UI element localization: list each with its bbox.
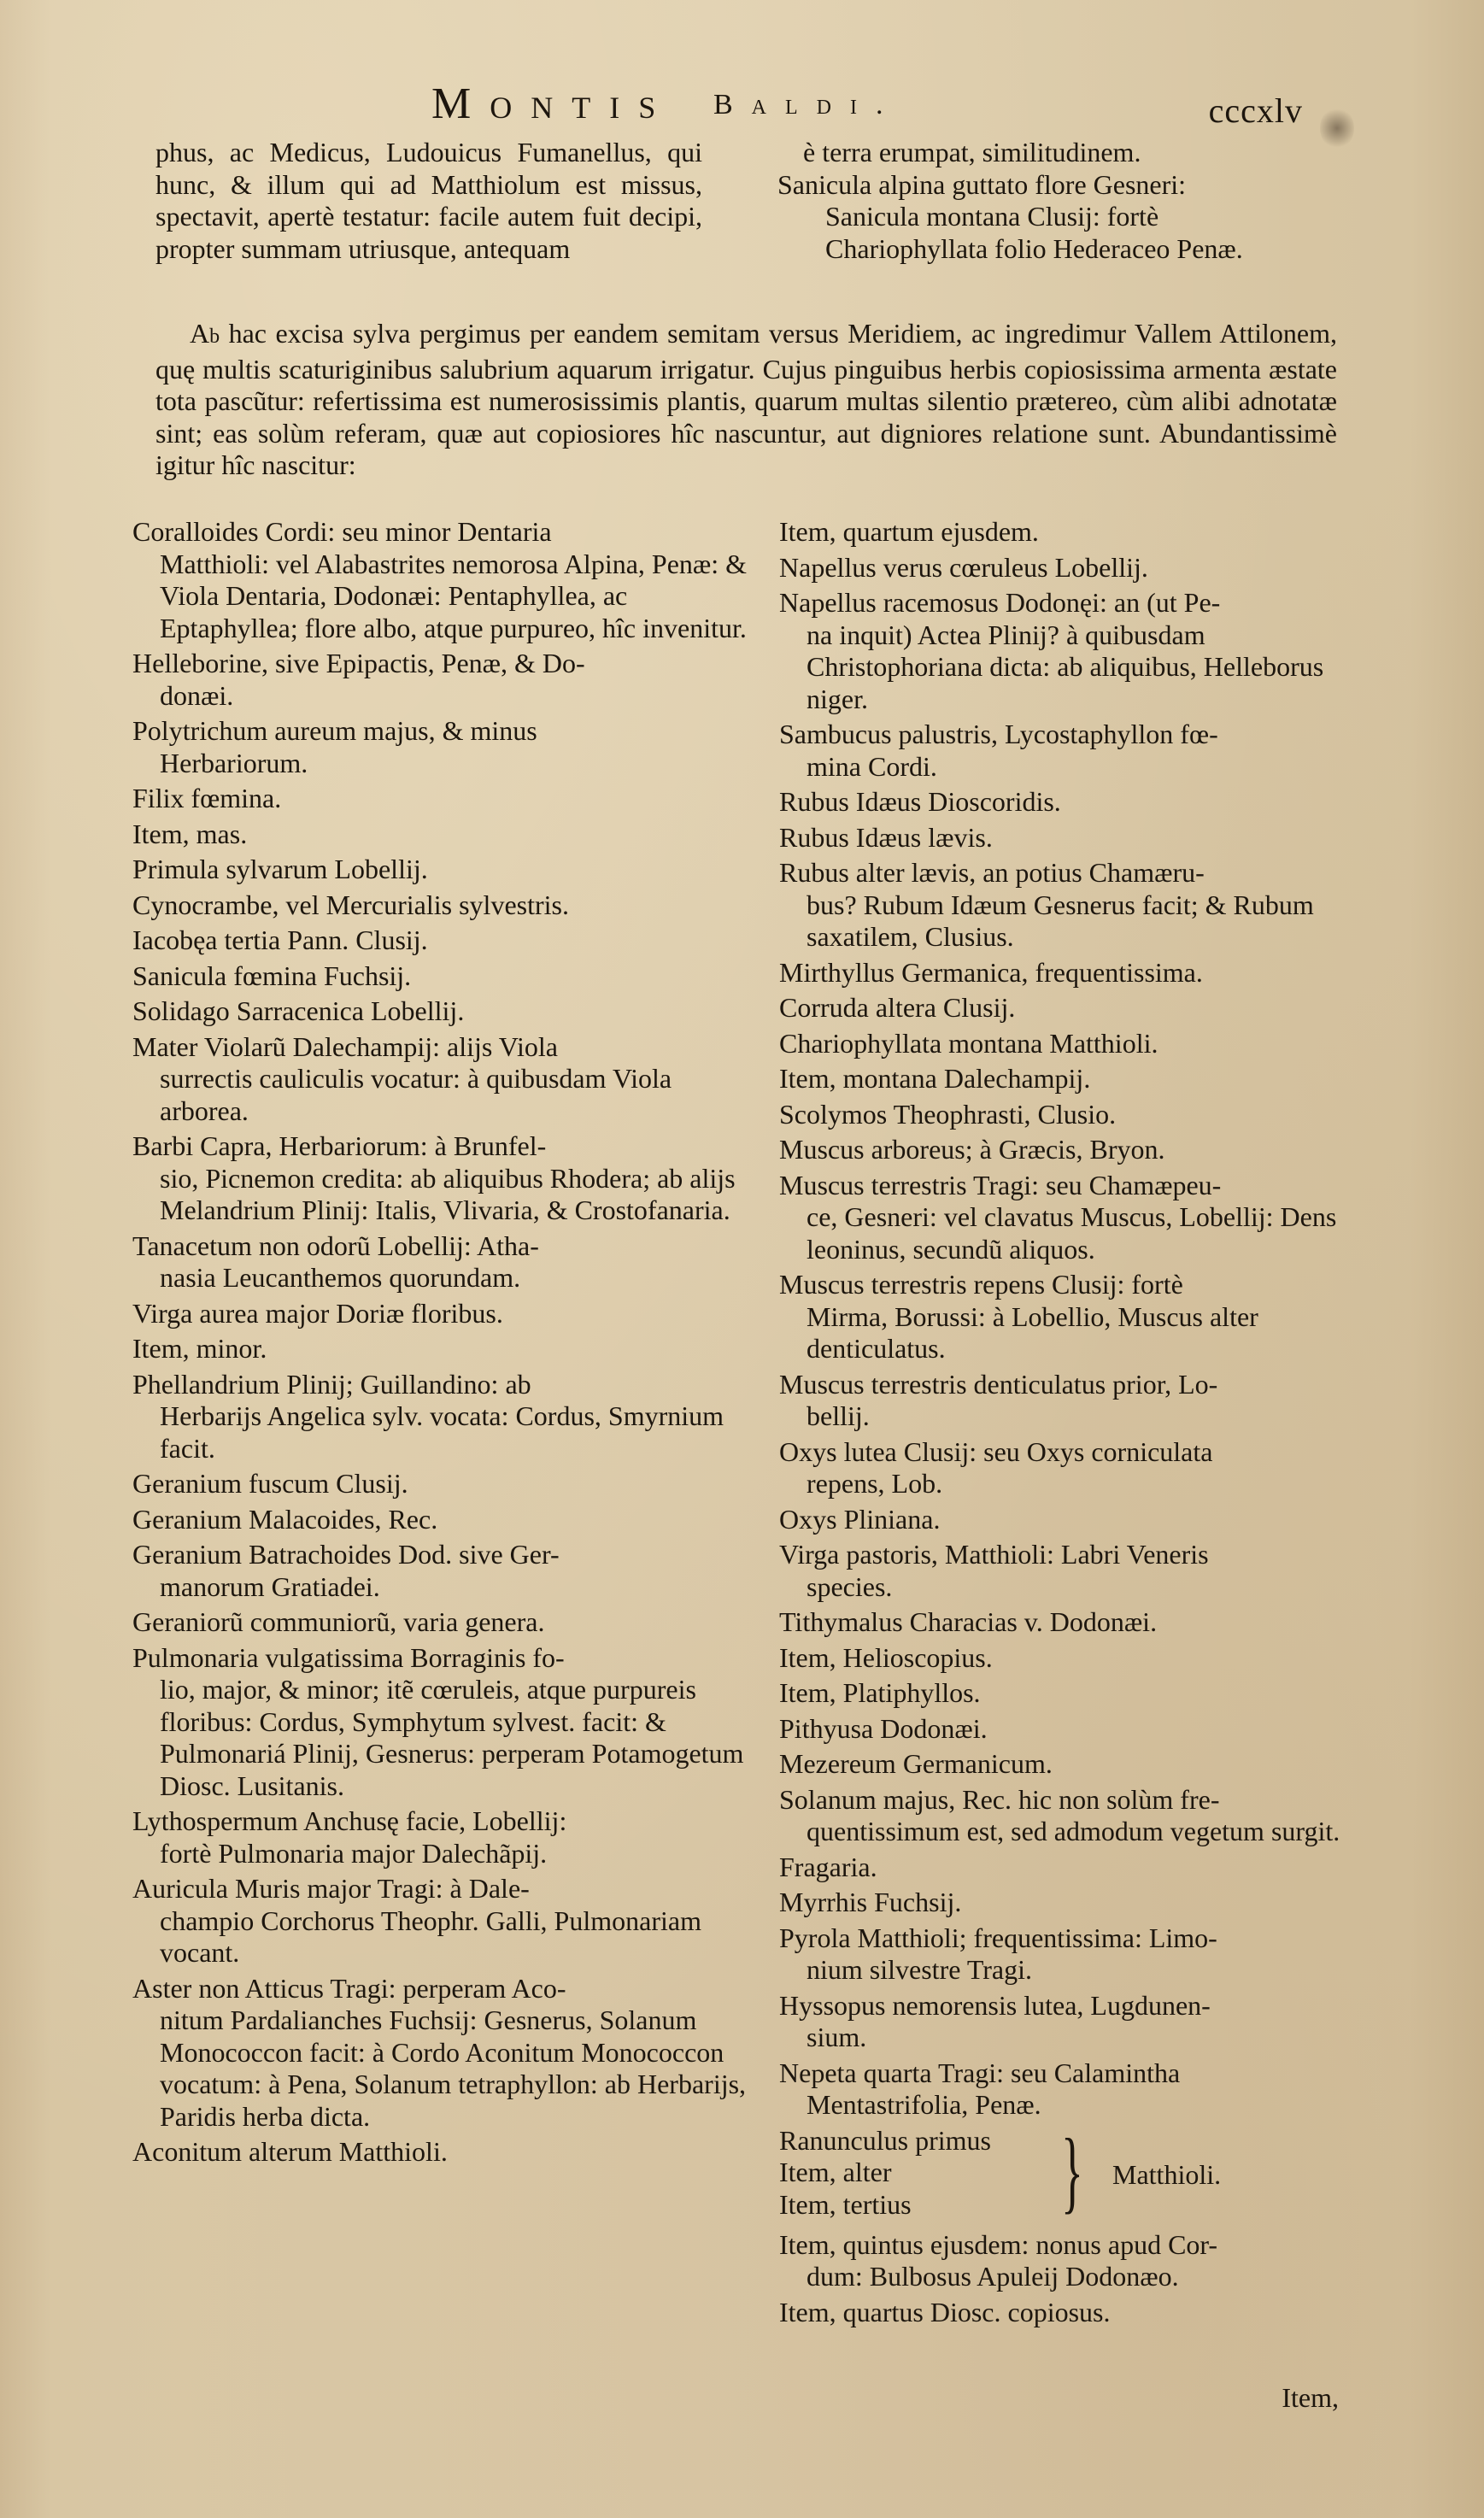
list-entry: [132, 1369, 748, 1465]
entry-continuation: bellij.: [807, 1400, 870, 1431]
list-entry: [779, 1852, 1343, 1884]
paragraph-first-line: hac excisa sylva pergimus per eandem semitam versus Meridiem, ac ingredimur: [220, 318, 1127, 349]
entry-head: Virga aurea major Doriæ floribus.: [132, 1297, 503, 1329]
plant-list-right-tail: [779, 2229, 1343, 2329]
list-entry: [132, 1230, 748, 1294]
list-entry: [779, 1642, 1343, 1675]
entry-head: Item, montana Dalechampij.: [779, 1063, 1091, 1094]
entry-head: Napellus racemosus Dodonęi: an (ut Pe-: [779, 587, 1221, 618]
list-entry: [132, 924, 748, 957]
entry-head: Solidago Sarracenica Lobellij.: [132, 995, 465, 1026]
list-entry: [132, 1606, 748, 1639]
entry-head: Pithyusa Dodonæi.: [779, 1712, 988, 1744]
entry-head: Pyrola Matthioli; frequentissima: Limo-: [779, 1922, 1217, 1953]
entry-head: Geraniorũ communiorũ, varia genera.: [132, 1606, 545, 1637]
list-entry: [132, 854, 748, 886]
list-entry: [132, 715, 748, 779]
list-entry: [132, 1298, 748, 1330]
entry-head: Mirthyllus Germanica, frequentissima.: [779, 956, 1203, 988]
list-entry: [779, 1134, 1343, 1166]
list-entry: [132, 1031, 748, 1128]
list-entry: [779, 1063, 1343, 1095]
running-title-baldi: Baldi.: [713, 89, 902, 120]
entry-head: Sanicula fœmina Fuchsij.: [132, 960, 412, 991]
entry-head: Corruda altera Clusij.: [779, 992, 1016, 1023]
brace-item: Item, tertius: [779, 2188, 912, 2220]
entry-head: Cynocrambe, vel Mercurialis sylvestris.: [132, 889, 569, 920]
list-entry: [779, 1677, 1343, 1710]
plant-list-right-main: [779, 516, 1343, 2122]
entry-head: Chariophyllata montana Matthioli.: [779, 1027, 1158, 1059]
entry-head: Primula sylvarum Lobellij.: [132, 854, 428, 884]
entry-head: Geranium fuscum Clusij.: [132, 1468, 408, 1499]
entry-continuation: ce, Gesneri: vel clavatus Muscus, Lobellij: Dens leoninus, secundũ aliquos.: [807, 1201, 1337, 1265]
paragraph-small-cap: b: [209, 326, 220, 348]
entry-continuation: nitum Pardalianches Fuchsij: Gesnerus, Solanum Monococcon facit: à Cordo Aconitum Monococcon vocatum: à Pena, Solanum tetraphyllon: ab Herbarijs, Paridis herba dicta.: [160, 2004, 747, 2132]
list-entry: [779, 1028, 1343, 1060]
entry-head: Oxys lutea Clusij: seu Oxys corniculata: [779, 1435, 1213, 1467]
entry-head: Oxys Pliniana.: [779, 1503, 941, 1535]
entry-head: Item, Platiphyllos.: [779, 1677, 981, 1708]
body-paragraph: [155, 318, 1337, 482]
entry-continuation: bus? Rubum Idæum Gesnerus facit; & Rubum saxatilem, Clusius.: [807, 889, 1314, 952]
entry-head: Geranium Malacoides, Rec.: [132, 1503, 438, 1535]
entry-head: Sanicula alpina guttato flore Gesneri:: [777, 168, 1187, 200]
entry-head: Aconitum alterum Matthioli.: [132, 2136, 448, 2167]
entry-head: Barbi Capra, Herbariorum: à Brunfel-: [132, 1130, 547, 1161]
list-entry: [779, 1539, 1343, 1603]
catchword: Item,: [1282, 2382, 1339, 2413]
list-entry: [779, 1922, 1343, 1987]
entry-head: Muscus terrestris Tragi: seu Chamæpeu-: [779, 1169, 1222, 1200]
entry-continuation: sium.: [807, 2022, 867, 2052]
list-entry: [132, 648, 748, 712]
list-entry: [779, 2229, 1343, 2293]
list-entry: [779, 957, 1343, 989]
entry-head: Nepeta quarta Tragi: seu Calamintha: [779, 2057, 1181, 2088]
entry-continuation: Mentastrifolia, Penæ.: [807, 2089, 1041, 2120]
list-entry: [132, 516, 748, 644]
entry-continuation: Matthioli: vel Alabastrites nemorosa Alpina, Penæ: & Viola Dentaria, Dodonæi: Pentaphyllea, ac Eptaphyllea; flore albo, atque purpureo, hîc invenitur.: [160, 548, 748, 643]
entry-continuation: donæi.: [160, 679, 234, 711]
entry-head: Napellus verus cœruleus Lobellij.: [779, 551, 1148, 583]
plant-list-right: [779, 516, 1343, 2332]
list-entry: [132, 1539, 748, 1603]
folio-number: cccxlv: [1208, 91, 1303, 130]
list-entry: [779, 1748, 1343, 1781]
list-entry: [779, 1504, 1343, 1536]
list-entry: [779, 552, 1343, 584]
list-entry: [132, 1468, 748, 1500]
entry-continuation: species.: [807, 1570, 893, 1602]
list-entry: [132, 819, 748, 851]
brace-item: Item, alter: [779, 2157, 892, 2187]
entry-continuation: manorum Gratiadei.: [160, 1570, 380, 1602]
list-entry: [132, 1333, 748, 1365]
entry-head: Tanacetum non odorũ Lobellij: Atha-: [132, 1230, 539, 1261]
entry-head: Polytrichum aureum majus, & minus: [132, 715, 537, 746]
entry-continuation: lio, major, & minor; itẽ cœruleis, atque purpureis floribus: Cordus, Symphytum sylvest. facit: & Pulmonariá Plinij, Gesnerus: perperam Potamogetum Diosc. Lusitanis.: [160, 1674, 744, 1801]
brace-items: [779, 2125, 991, 2222]
entry-head: Rubus alter lævis, an potius Chamæru-: [779, 857, 1205, 888]
list-entry: [779, 1369, 1343, 1433]
plant-list-left: [132, 516, 748, 2172]
top-left-continuation: [155, 137, 702, 265]
top-right-continuation: [777, 137, 1324, 265]
entry-head: Geranium Batrachoides Dod. sive Ger-: [132, 1539, 560, 1570]
entry-continuation: mina Cordi.: [807, 750, 937, 782]
entry-continuation: nium silvestre Tragi.: [807, 1954, 1033, 1985]
entry-head: Aster non Atticus Tragi: perperam Aco-: [132, 1972, 566, 2004]
entry-head: Solanum majus, Rec. hic non solùm fre-: [779, 1783, 1220, 1815]
list-entry: [779, 1099, 1343, 1131]
entry-head: Scolymos Theophrasti, Clusio.: [779, 1098, 1117, 1130]
list-entry: [132, 1805, 748, 1869]
entry-head: Lythospermum Anchusę facie, Lobellij:: [132, 1805, 567, 1836]
list-entry: [779, 1713, 1343, 1746]
list-entry: [132, 1504, 748, 1536]
entry-head: Item, quartum ejusdem.: [779, 516, 1039, 547]
list-entry: [779, 786, 1343, 819]
list-entry: [779, 2057, 1343, 2122]
ranunculus-brace-group: [779, 2120, 1343, 2229]
list-entry: [132, 995, 748, 1028]
entry-head: Rubus Idæus lævis.: [779, 821, 993, 853]
entry-continuation: repens, Lob.: [807, 1468, 943, 1499]
entry-head: Myrrhis Fuchsij.: [779, 1887, 962, 1917]
list-entry: [132, 960, 748, 993]
list-entry: [132, 1973, 748, 2134]
list-entry: [132, 2136, 748, 2169]
entry-continuation: champio Corchorus Theophr. Galli, Pulmonariam vocant.: [160, 1905, 701, 1968]
entry-continuation: quentissimum est, sed admodum vegetum surgit.: [807, 1816, 1340, 1846]
list-entry: [779, 1887, 1343, 1919]
paragraph-text: Vallem Attilonem, quę multis scaturiginibus salubrium aquarum irrigatur. Cujus pinguibus herbis copiosissima armenta æstate tota pascũtur: refertissima est numerosissimis plantis, quarum multas silentio prætereo, cùm alibi adnotatæ sint; eas solùm referam, quæ aut copiosiores hîc nascuntur, aut digniores relatione sunt. Abundantissimè igitur hîc nascitur:: [155, 318, 1338, 480]
entry-head: Filix fœmina.: [132, 783, 282, 813]
list-entry: [132, 1130, 748, 1227]
entry-head: Auricula Muris major Tragi: à Dale-: [132, 1873, 530, 1904]
list-entry: [779, 857, 1343, 954]
entry-continuation: sio, Picnemon credita: ab aliquibus Rhodera; ab alijs Melandrium Plinij: Italis, Vlivaria, & Crostofanaria.: [160, 1162, 736, 1225]
entry-head: Mezereum Germanicum.: [779, 1748, 1053, 1779]
entry-head: Tithymalus Characias v. Dodonæi.: [779, 1606, 1158, 1637]
entry-head: Item, Helioscopius.: [779, 1641, 993, 1673]
entry-continuation: na inquit) Actea Plinij? à quibusdam Christophoriana dicta: ab aliquibus, Helleborus niger.: [807, 619, 1324, 714]
list-entry: [779, 587, 1343, 715]
entry-head: Muscus terrestris denticulatus prior, Lo-: [779, 1368, 1218, 1400]
entry-head: Muscus terrestris repens Clusij: fortè: [779, 1269, 1183, 1300]
entry-head: Item, minor.: [132, 1333, 267, 1364]
list-entry: [779, 822, 1343, 854]
entry-continuation: dum: Bulbosus Apuleij Dodonæo.: [807, 2261, 1179, 2292]
entry-head: Mater Violarũ Dalechampij: alijs Viola: [132, 1030, 558, 1062]
list-entry: [779, 719, 1343, 783]
entry-head: Muscus arboreus; à Græcis, Bryon.: [779, 1134, 1165, 1165]
list-entry: [779, 1784, 1343, 1848]
list-entry: [132, 1873, 748, 1969]
continuation-text: phus, ac Medicus, Ludouicus Fumanellus, qui hunc, & illum qui ad Matthiolum est missus, spectavit, apertè testatur: facile autem fuit decipi, propter summam utriusque, antequam: [155, 137, 702, 264]
entry-head: Sambucus palustris, Lycostaphyllon fœ-: [779, 719, 1218, 749]
entry-head: Item, mas.: [132, 818, 248, 849]
entry-head: Iacobęa tertia Pann. Clusij.: [132, 924, 428, 955]
continuation-line: è terra erumpat, similitudinem.: [803, 137, 1141, 167]
list-entry: [779, 1606, 1343, 1639]
list-entry: [132, 783, 748, 815]
entry-head: Coralloides Cordi: seu minor Dentaria: [132, 516, 552, 547]
entry-continuation: Herbariorum.: [160, 747, 308, 778]
entry-head: Phellandrium Plinij; Guillandino: ab: [132, 1368, 531, 1400]
brace-item: Ranunculus primus: [779, 2124, 991, 2156]
entry-head: Rubus Idæus Dioscoridis.: [779, 786, 1061, 817]
running-title-montis: Montis: [431, 79, 675, 128]
list-entry: [779, 1436, 1343, 1500]
entry-head: Virga pastoris, Matthioli: Labri Veneris: [779, 1539, 1209, 1570]
entry-head: Pulmonaria vulgatissima Borraginis fo-: [132, 1641, 565, 1673]
entry-head: Helleborine, sive Epipactis, Penæ, & Do-: [132, 648, 585, 678]
entry-head: Item, quintus ejusdem: nonus apud Cor-: [779, 2228, 1218, 2260]
brace-label: Matthioli.: [1112, 2158, 1222, 2190]
paragraph-initial: A: [190, 318, 210, 349]
list-entry: [779, 2297, 1343, 2329]
entry-continuation: fortè Pulmonaria major Dalechãpij.: [160, 1837, 548, 1869]
entry-head: Hyssopus nemorensis lutea, Lugdunen-: [779, 1989, 1211, 2021]
list-entry: [779, 1990, 1343, 2054]
entry-continuation: Herbarijs Angelica sylv. vocata: Cordus, Smyrnium facit.: [160, 1400, 724, 1464]
entry-continuation: surrectis cauliculis vocatur: à quibusdam Viola arborea.: [160, 1063, 672, 1126]
list-entry: [779, 516, 1343, 549]
list-entry: [779, 1170, 1343, 1266]
entry-continuation: nasia Leucanthemos quorundam.: [160, 1262, 521, 1293]
ink-stain: [1320, 107, 1354, 150]
curly-brace-icon: }: [1061, 2120, 1083, 2222]
entry-head: Item, quartus Diosc. copiosus.: [779, 2296, 1111, 2327]
entry-continuation: Sanicula montana Clusij: fortè Chariophyllata folio Hederaceo Penæ.: [825, 201, 1243, 264]
list-entry: [779, 1269, 1343, 1365]
list-entry: [132, 889, 748, 922]
list-entry: [132, 1642, 748, 1803]
list-entry: [779, 992, 1343, 1024]
entry-continuation: Mirma, Borussi: à Lobellio, Muscus alter denticulatus.: [807, 1300, 1258, 1364]
entry-head: Fragaria.: [779, 1851, 877, 1882]
